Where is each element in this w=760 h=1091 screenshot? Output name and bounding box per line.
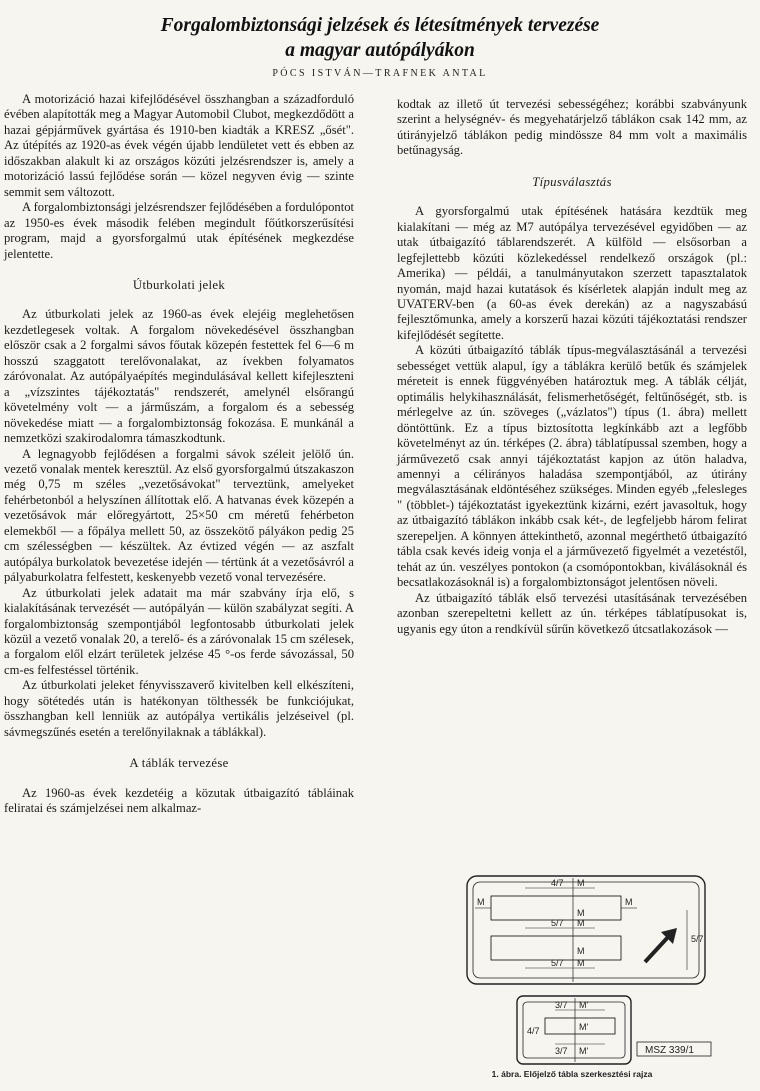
figure-caption: 1. ábra. Előjelző tábla szerkesztési rajza xyxy=(491,1069,653,1079)
paragraph: kodtak az illető út tervezési sebességéhez; korábbi szabványunk szerint a helységnév- és megyehatárjelző táblákon csak 142 mm, az útirányjelző táblákon pedig mindössze 84 mm volt a maximális betűnagyság. xyxy=(397,97,747,158)
paragraph: A motorizáció hazai kifejlődésével összhangban a századforduló évében alapították meg a Magyar Automobil Clubot, megkezdődött a hazai gépjárművek gyártása és 1910-ben kiadták a KRESZ „ősét". Az útépítés az 1920-as évek végén újabb lendületet vett és ebben az időszakban alakult ki az országos közúti jelzésrendszer is, amely a motorizáció lassú fejlődése során — közel negyven évig — szinte semmit sem változott. xyxy=(4,92,354,199)
dim-label: M xyxy=(625,897,633,907)
paragraph: Az 1960-as évek kezdetéig a közutak útbaigazító tábláinak feliratai és számjelzései nem alkalmaz- xyxy=(4,785,354,816)
paragraph: Az útburkolati jelek az 1960-as évek elejéig meglehetősen kezdetlegesek voltak. A forgalom növekedésével összhangban először csak a 2 forgalmi sávos főutak közepén festettek fel 6—6 m hosszú szaggatott terelővonalakat, az ívekben folyamatos záróvonalat. Az autópályaépítés megindulásával kellett kifejleszteni a „vízszintes tájékoztatás" rendszerét, amelynél elsőrangú követelmény volt — a járműszám, a forgalom és a sebesség növekedése miatt — a forgalombiztonság fokozása. E munkánál a nemzetközi szakirodalomra támaszkodtunk. xyxy=(4,307,354,446)
dim-label: M xyxy=(577,946,585,956)
paragraph: A legnagyobb fejlődésen a forgalmi sávok széleit jelölő ún. vezető vonalak mentek keresztül. Az első gyorsforgalmú útszakaszon még 0,75 m széles „vezetősávokat" terveztünk, amelyeket fehérbetonból a helyszínen állítottak elő. A hatvanas évek közepén a vezetősávok már előregyártott, 25×50 cm méretű fehérbeton elemekből — a főpálya mellett 50, az összekötő pályákon pedig 25 cm szélességben — készültek. Az évtized végén — az aszfalt autópálya burkolatok bevezetése idején — tértünk át a vezetősávról a pályaburkolatra felfestett, keskenyebb vezető vonal tervezésére. xyxy=(4,446,354,585)
authors: PÓCS ISTVÁN—TRAFNEK ANTAL xyxy=(272,68,488,79)
section-heading: Típusválasztás xyxy=(532,174,612,189)
dim-label: M xyxy=(577,918,585,928)
dim-label: M' xyxy=(579,1046,589,1056)
standard-label: MSZ 339/1 xyxy=(645,1045,694,1056)
dim-label: 5/7 xyxy=(551,958,564,968)
paragraph: Az útbaigazító táblák első tervezési utasításának tervezésében azonban szerepeltetni kellett az ún. térképes táblatípusokat is, ugyanis egy úton a rendkívül sűrűn következő útcsatlakozások — xyxy=(397,590,747,636)
left-column xyxy=(4,92,354,816)
dim-label: 3/7 xyxy=(555,1000,568,1010)
paragraph: A közúti útbaigazító táblák típus-megválasztásánál a tervezési sebességet vettük alapul, így a táblákra kerülő betűk és számjelek méreteit is ennek függvényében határoztuk meg. A táblák célját, optimális helykihasználását, felismerhetőségét, feltűnőségét, stb. is mérlegelve az ún. szöveges („vázlatos") típus (1. ábra) mellett döntöttünk. Ez a típus biztosította legkínkább azt a legfőbb követelményt az ún. térképes (2. ábra) táblatípussal szemben, hogy a járművezető csak annyi tájékoztatást kapjon az útön haladva, amennyi a célirányos haladása szempontjából, az útirány megválasztásának eldöntéséhez szükséges. Minden egyéb „felesleges " (többlet-) tájékoztatást igyekeztünk kizárni, ezért javasoltuk, hogy az útbaigazító táblákon inkább csak két-, de legfeljebb három felirat szerepeljen. A könnyen áttekinthető, azonnal megérthető útbaigazító tábla csak kevés ideig vonja el a járművezető figyelmét a vezetéstől, tehát az ún. veszélyes pontokon (a csomópontokban, kiválásoknál és becsatlakozásoknál is) a forgalombiztonságot jelentősen növeli. xyxy=(397,343,747,590)
article-title-line1: Forgalombiztonsági jelzések és létesítmények tervezése xyxy=(160,15,600,36)
dim-label: 3/7 xyxy=(555,1046,568,1056)
paragraph: A forgalombiztonsági jelzésrendszer fejlődésében a fordulópontot az 1950-es évek második felében megindult főútkorszerűsítési program, majd a gyorsforgalmú utak építésének megkezdése jelentette. xyxy=(4,200,354,261)
paragraph: A gyorsforgalmú utak építésének hatására kezdtük meg kialakítani — még az M7 autópálya tervezésével egyidőben — az utak útbaigazító táblarendszerét. A külföld — elsősorban a legfejlettebb közúti közlekedéssel rendelkező országok (pl.: Amerika) — példái, a tanulmányutakon szerzett tapasztalatok nyomán, majd hazai kutatások és kísérletek alapján indult meg az UVATERV-ben (a 60-as évek derekán) az a nagyszabású fejlesztőmunka, amely a korszerű hazai közúti tájékoztatási rendszer kifejlődését segítette. xyxy=(397,204,747,342)
dim-label: M' xyxy=(579,1000,589,1010)
paragraph: Az útburkolati jeleket fényvisszaverő kivitelben kell elkészíteni, hogy sötétedés után is hatékonyan tölthessék be funkciójukat, összhangban kell lenniük az autópálya vertikális jelzéseivel (pl. sávmegszűnés esetén a terelőnyilaknak a táblákkal). xyxy=(4,678,354,739)
right-column xyxy=(397,97,747,637)
dim-label: M xyxy=(577,908,585,918)
article-title-line2: a magyar autópályákon xyxy=(285,40,475,61)
dim-label: 4/7 xyxy=(527,1026,540,1036)
dim-label: M' xyxy=(579,1022,589,1032)
dim-label: 5/7 xyxy=(691,934,704,944)
paragraph: Az útburkolati jelek adatait ma már szabvány írja elő, s kialakításának tervezését — autópályán — külön szabályzat segíti. A forgalombiztonság szempontjából legfontosabb útburkolati jelek közül a vezető vonalak 20, a terelő- és a záróvonalak 15 cm szélesek, a forgalom elől elzárt területek jelzése 45 °-os ferde sávozással, 50 cm-es felfestéssel történik. xyxy=(4,585,354,677)
dim-label: M xyxy=(477,897,485,907)
dim-label: 4/7 xyxy=(551,878,564,888)
dim-label: M xyxy=(577,958,585,968)
dim-label: M xyxy=(577,878,585,888)
section-heading: Útburkolati jelek xyxy=(132,277,226,292)
sign-construction-drawing xyxy=(455,870,725,1070)
dim-label: 5/7 xyxy=(551,918,564,928)
section-heading: A táblák tervezése xyxy=(129,756,229,771)
